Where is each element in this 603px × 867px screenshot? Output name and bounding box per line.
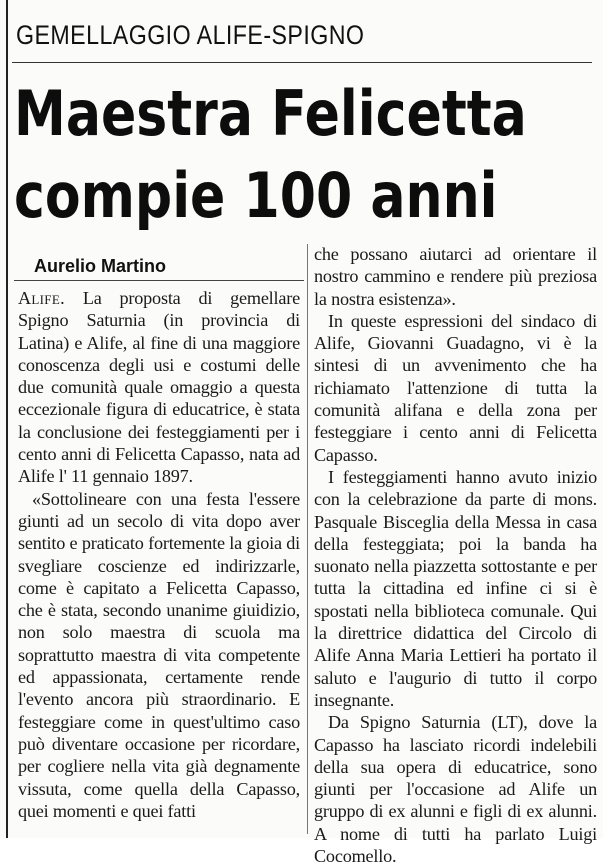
article-column-left bbox=[18, 287, 300, 822]
byline: Aurelio Martino bbox=[34, 256, 167, 276]
page-edge-rule bbox=[6, 0, 8, 838]
paragraph bbox=[18, 287, 300, 488]
kicker: GEMELLAGGIO ALIFE-SPIGNO bbox=[16, 20, 365, 50]
paragraph: I festeggiamenti hanno avuto inizio con la celebrazione da parte di mons. Pasquale Bisceglia della Messa in casa della festeggiata; poi la banda ha suonato nella piazzetta sottostante e per tutta la cittadina ed infine ci si è spostati nella biblioteca comunale. Qui la direttrice didattica del Circolo di Alife Anna Maria Lettieri ha portato il saluto e l'augurio di tutto il corpo insegnante. bbox=[314, 466, 597, 710]
headline bbox=[14, 73, 527, 237]
paragraph: che possano aiutarci ad orientare il nostro cammino e rendere più preziosa la nostra esistenza». bbox=[314, 244, 597, 309]
byline-divider bbox=[14, 280, 304, 281]
kicker-divider bbox=[12, 62, 592, 63]
headline-line-2: compie 100 anni bbox=[14, 159, 498, 232]
paragraph: In queste espressioni del sindaco di Alife, Giovanni Guadagno, vi è la sintesi di un avvenimento che ha richiamato l'attenzione di tutta la comunità alifana e della zona per festeggiare i cento anni di Felicetta Capasso. bbox=[314, 310, 597, 465]
dateline: Alife. bbox=[18, 288, 65, 308]
paragraph: Da Spigno Saturnia (LT), dove la Capasso ha lasciato ricordi indelebili della sua opera di educatrice, sono giunti per l'occasione ad Alife un gruppo di ex alunni e figli di ex alunni. A nome di tutti ha parlato Luigi Cocomello. bbox=[314, 712, 597, 867]
column-divider bbox=[307, 244, 308, 834]
headline-line-1: Maestra Felicetta bbox=[14, 77, 527, 150]
article-column-right bbox=[314, 243, 597, 867]
paragraph: «Sottolineare con una festa l'essere giunti ad un secolo di vita dopo aver sentito e praticato fortemente la gioia di svegliare coscienze ed indirizzarle, come è capitato a Felicetta Capasso, che è stata, secondo unanime giuidizio, non solo maestra di scuola ma soprattutto maestra di vita competente ed appassionata, certamente rende l'evento ancora più straordinario. E festeggiare come in quest'ultimo caso può diventare occasione per ricordare, per cogliere nella vita già degnamente vissuta, come quella della Capasso, quei momenti e quei fatti bbox=[18, 488, 300, 821]
paragraph-text: La proposta di gemellare Spigno Saturnia (in provincia di Latina) e Alife, al fine di una maggiore conoscenza degli usi e costumi delle due comunità quale omaggio a questa eccezionale figura di educatrice, è stata la conclusione dei festeggiamenti per i cento anni di Felicetta Capasso, nata ad Alife l' 11 gennaio 1897. bbox=[18, 288, 300, 487]
